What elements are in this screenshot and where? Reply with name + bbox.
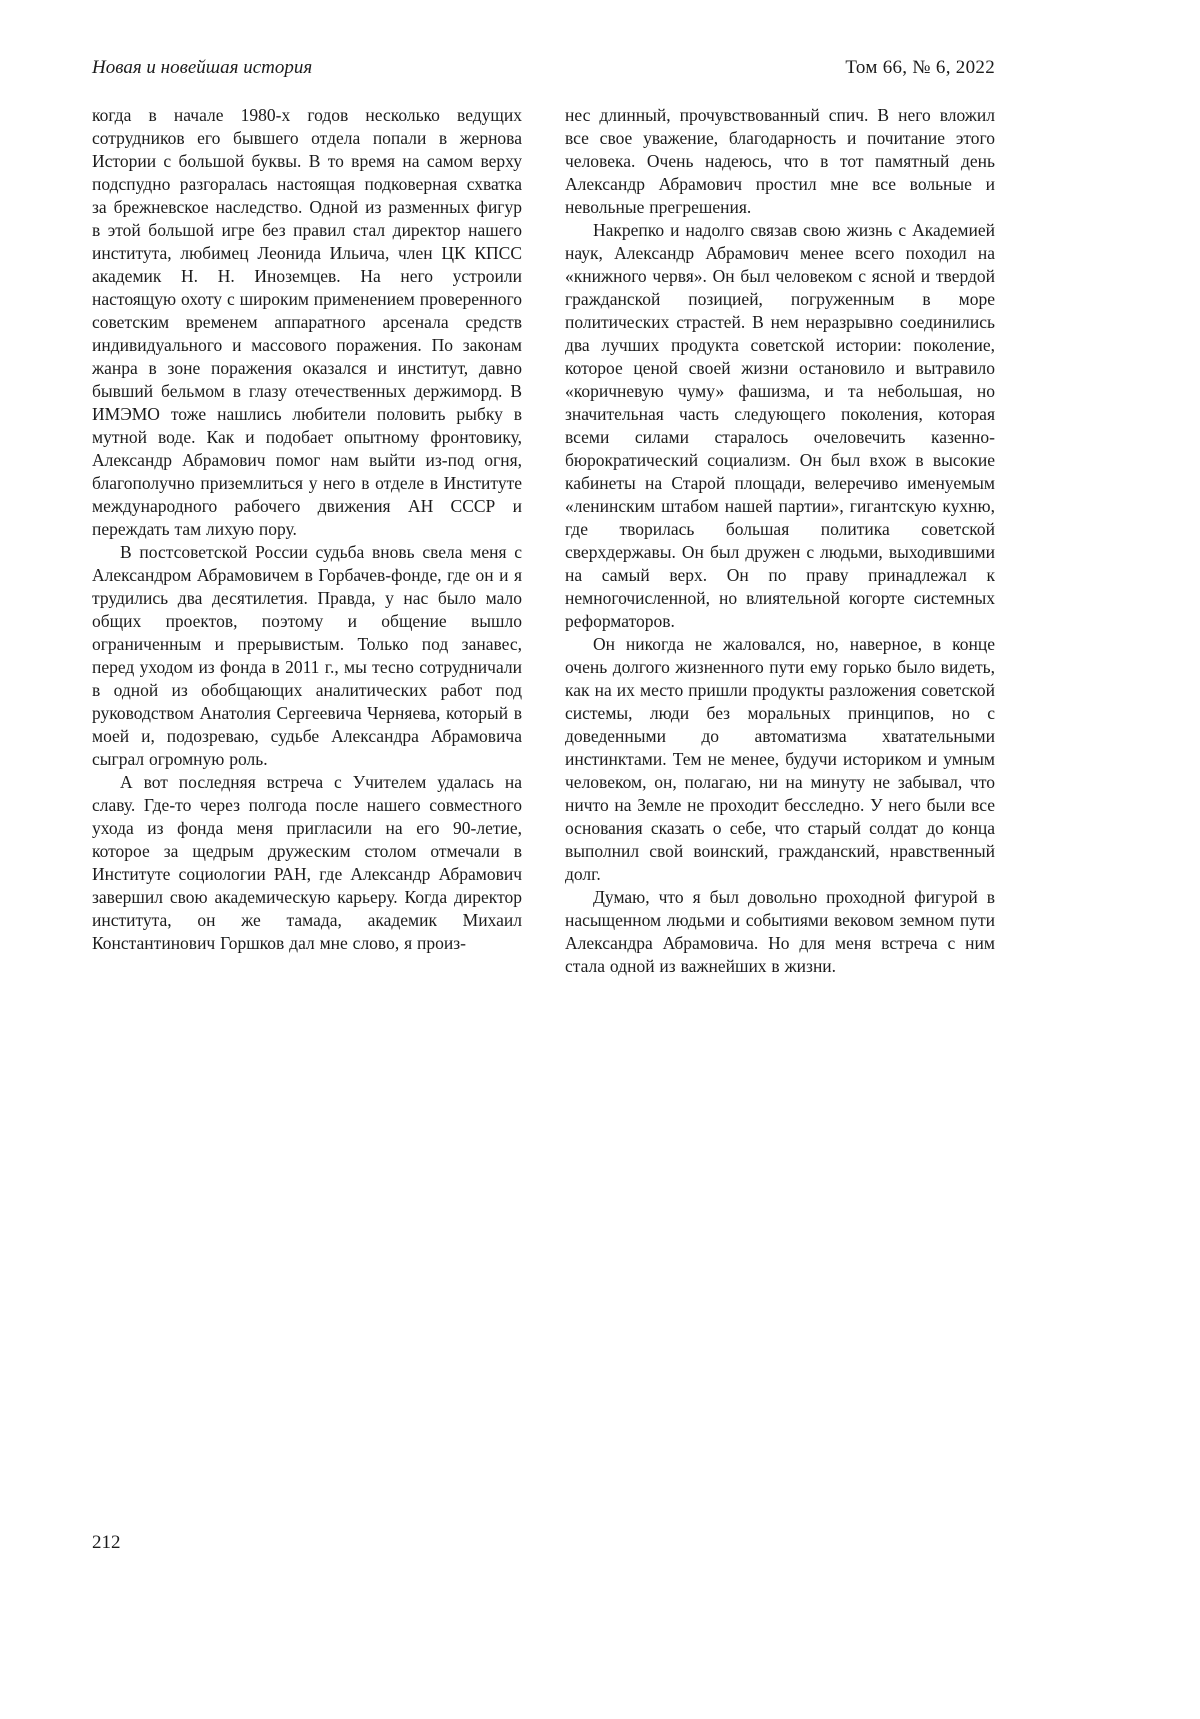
paragraph: Думаю, что я был довольно проходной фигурой в насыщенном людьми и событиями вековом земном пути Александра Абрамовича. Но для меня встреча с ним стала одной из важнейших в жизни.: [565, 887, 995, 976]
paragraph: нес длинный, прочувствованный спич. В него вложил все свое уважение, благодарность и почитание этого человека. Очень надеюсь, что в тот памятный день Александр Абрамович простил мне все вольные и невольные прегрешения.: [565, 105, 995, 217]
paragraph: А вот последняя встреча с Учителем удалась на славу. Где-то через полгода после нашего совместного ухода из фонда меня пригласили на его 90-летие, которое за щедрым дружеским столом отмечали в Институте социологии РАН, где Александр Абрамович завершил свою академическую карьеру. Когда директор института, он же тамада, академик Михаил Константинович Горшков дал мне слово, я произ-: [92, 772, 522, 953]
page-number: 212: [92, 1532, 121, 1553]
paragraph: В постсоветской России судьба вновь свела меня с Александром Абрамовичем в Горбачев-фонде, где он и я трудились два десятилетия. Правда, у нас было мало общих проектов, поэтому и общение вышло ограниченным и прерывистым. Только под занавес, перед уходом из фонда в 2011 г., мы тесно сотрудничали в одной из обобщающих аналитических работ под руководством Анатолия Сергеевича Черняева, который в моей и, подозреваю, судьбе Александра Абрамовича сыграл огромную роль.: [92, 542, 522, 769]
left-column: [92, 104, 522, 978]
paragraph: Накрепко и надолго связав свою жизнь с Академией наук, Александр Абрамович менее всего походил на «книжного червя». Он был человеком с ясной и твердой гражданской позицией, погруженным в море политических страстей. В нем неразрывно соединились два лучших продукта советской истории: поколение, которое ценой своей жизни остановило и вытравило «коричневую чуму» фашизма, и та небольшая, но значительная часть следующего поколения, которая всеми силами старалось очеловечить казенно-бюрократический социализм. Он был вхож в высокие кабинеты на Старой площади, велеречиво именуемым «ленинским штабом нашей партии», гигантскую кухню, где творилась большая политика советской сверхдержавы. Он был дружен с людьми, выходившими на самый верх. Он по праву принадлежал к немногочисленной, но влиятельной когорте системных реформаторов.: [565, 220, 995, 631]
issue-info: Том 66, № 6, 2022: [845, 57, 995, 78]
page-header: [92, 57, 995, 79]
article-body: [92, 104, 995, 978]
right-column: [565, 104, 995, 978]
journal-title: Новая и новейшая история: [92, 57, 313, 78]
paragraph: Он никогда не жаловался, но, наверное, в конце очень долгого жизненного пути ему горько было видеть, как на их место пришли продукты разложения советской системы, люди без моральных принципов, но с доведенными до автоматизма хватательными инстинктами. Тем не менее, будучи историком и умным человеком, он, полагаю, ни на минуту не забывал, что ничто на Земле не проходит бесследно. У него были все основания сказать о себе, что старый солдат до конца выполнил свой воинский, гражданский, нравственный долг.: [565, 634, 995, 884]
paragraph: когда в начале 1980-х годов несколько ведущих сотрудников его бывшего отдела попали в жернова Истории с большой буквы. В то время на самом верху подспудно разгоралась настоящая подковерная схватка за брежневское наследство. Одной из разменных фигур в этой большой игре без правил стал директор нашего института, любимец Леонида Ильича, член ЦК КПСС академик Н. Н. Иноземцев. На него устроили настоящую охоту с широким применением проверенного советским временем аппаратного арсенала средств индивидуального и массового поражения. По законам жанра в зоне поражения оказался и институт, давно бывший бельмом в глазу отечественных держиморд. В ИМЭМО тоже нашлись любители половить рыбку в мутной воде. Как и подобает опытному фронтовику, Александр Абрамович помог нам выйти из-под огня, благополучно приземлиться у него в отделе в Институте международного рабочего движения АН СССР и переждать там лихую пору.: [92, 105, 522, 539]
